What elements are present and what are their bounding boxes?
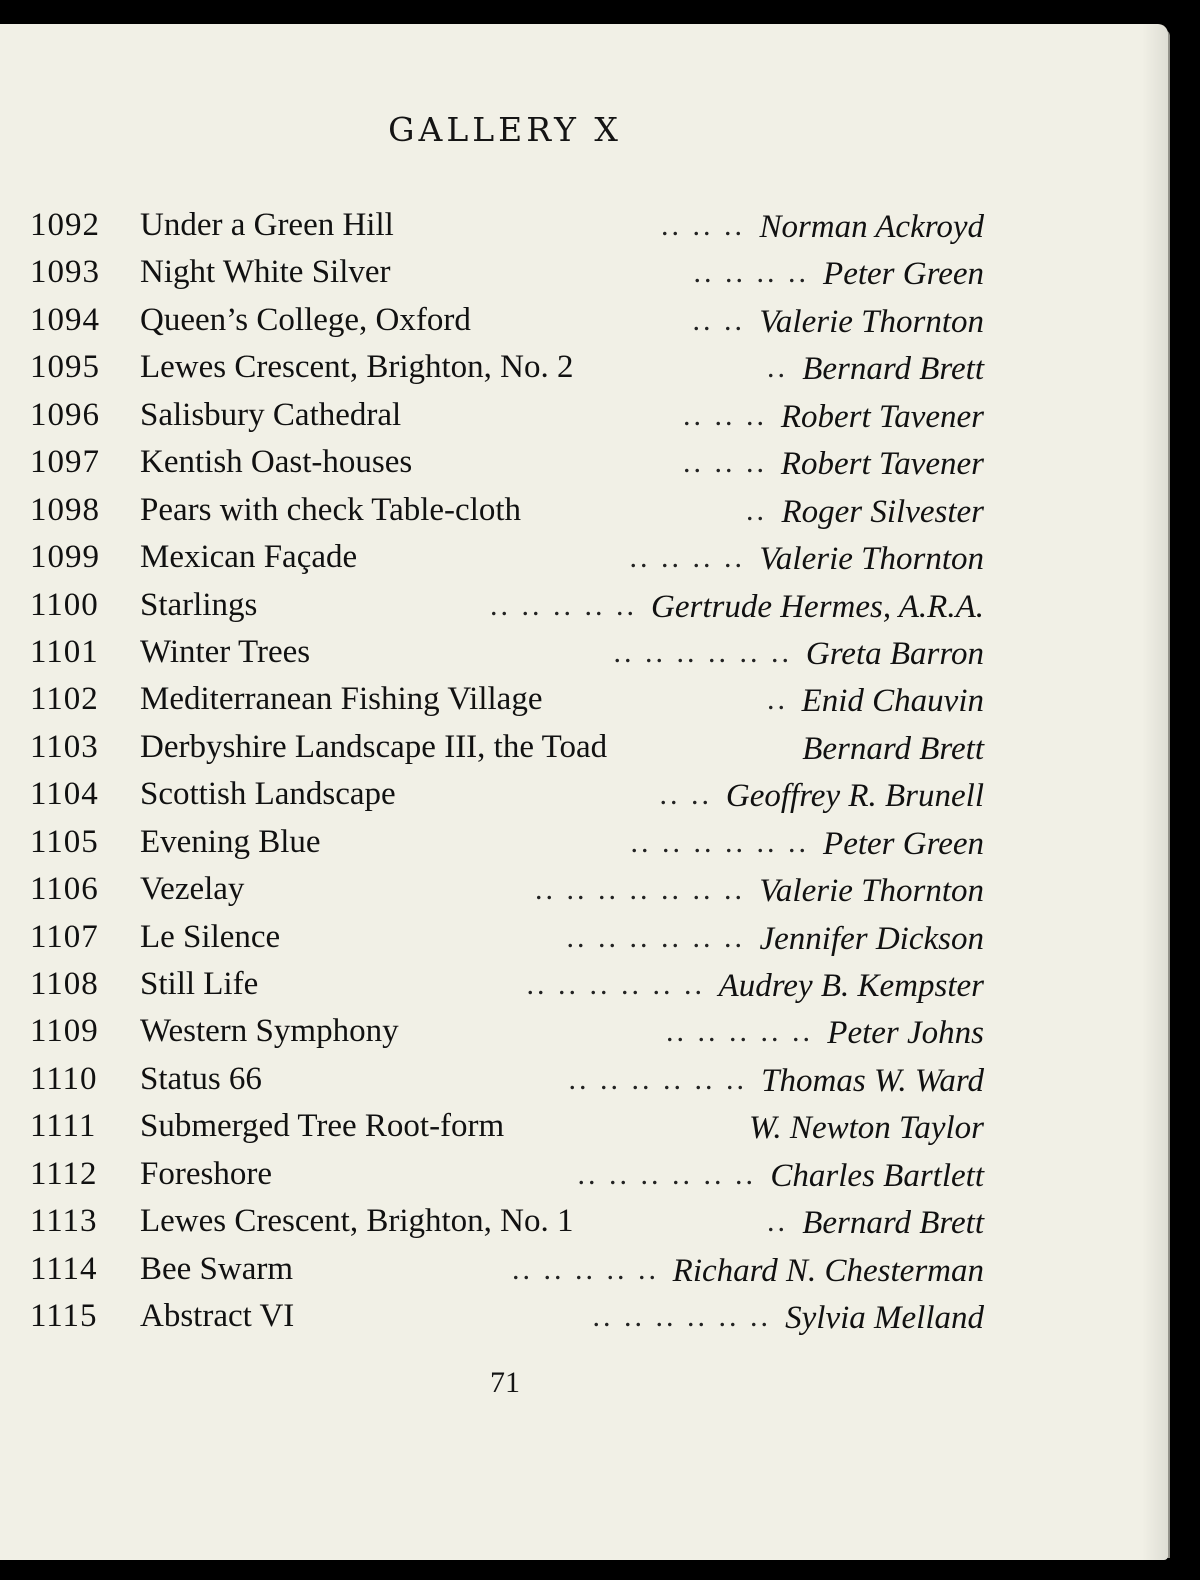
gallery-heading: GALLERY X bbox=[388, 110, 622, 149]
dot-leader: .. .. .. .. .. .. bbox=[566, 920, 745, 954]
catalogue-entry bbox=[30, 1057, 984, 1104]
catalogue-entry bbox=[30, 583, 984, 630]
entry-title: Winter Trees bbox=[140, 633, 311, 670]
entry-artist: W. Newton Taylor bbox=[741, 1110, 984, 1147]
catalogue-entry bbox=[30, 298, 984, 345]
catalogue-entry bbox=[30, 535, 984, 582]
entry-artist: Bernard Brett bbox=[794, 1205, 984, 1242]
entry-artist: Robert Tavener bbox=[773, 399, 984, 436]
catalogue-entry bbox=[30, 1009, 984, 1056]
dot-leader: .. .. bbox=[692, 303, 745, 337]
entry-artist: Peter Green bbox=[815, 256, 984, 293]
entry-artist: Peter Green bbox=[815, 826, 984, 863]
entry-title: Mediterranean Fishing Village bbox=[140, 681, 543, 718]
catalogue-entry bbox=[30, 345, 984, 392]
entry-number: 1100 bbox=[30, 586, 99, 623]
entry-number: 1093 bbox=[30, 254, 100, 291]
entry-title: Derbyshire Landscape III, the Toad bbox=[140, 728, 608, 765]
entry-title: Night White Silver bbox=[140, 254, 391, 291]
entry-title: Starlings bbox=[140, 586, 258, 623]
entry-title: Lewes Crescent, Brighton, No. 1 bbox=[140, 1203, 574, 1240]
entry-title: Abstract VI bbox=[140, 1298, 295, 1335]
entry-artist: Bernard Brett bbox=[794, 731, 984, 768]
entry-artist: Richard N. Chesterman bbox=[665, 1253, 984, 1290]
entry-number: 1111 bbox=[30, 1108, 97, 1145]
catalogue-entry bbox=[30, 250, 984, 297]
entry-artist: Norman Ackroyd bbox=[751, 209, 984, 246]
dot-leader: .. .. .. .. .. .. bbox=[630, 825, 809, 859]
entry-title: Status 66 bbox=[140, 1060, 262, 1097]
catalogue-entries bbox=[30, 203, 984, 1342]
entry-number: 1107 bbox=[30, 918, 99, 955]
entry-number: 1094 bbox=[30, 301, 100, 338]
entry-title: Still Life bbox=[140, 966, 259, 1002]
dot-leader: .. .. .. .. bbox=[629, 541, 745, 575]
entry-number: 1104 bbox=[30, 776, 99, 813]
dot-leader: .. .. .. bbox=[683, 446, 767, 480]
entry-artist: Enid Chauvin bbox=[794, 683, 984, 720]
dot-leader: .. .. .. .. bbox=[693, 256, 809, 290]
entry-title: Queen’s College, Oxford bbox=[140, 301, 471, 338]
entry-number: 1106 bbox=[30, 871, 99, 908]
dot-leader: .. .. .. bbox=[683, 398, 767, 432]
entry-artist: Bernard Brett bbox=[794, 351, 984, 388]
dot-leader: .. .. .. .. .. .. bbox=[613, 635, 792, 669]
dot-leader: .. bbox=[767, 351, 788, 385]
catalogue-entry bbox=[30, 725, 984, 772]
entry-title: Salisbury Cathedral bbox=[140, 396, 402, 433]
entry-title: Under a Green Hill bbox=[140, 207, 394, 243]
entry-title: Lewes Crescent, Brighton, No. 2 bbox=[140, 349, 574, 386]
catalogue-entry bbox=[30, 772, 984, 819]
entry-title: Pears with check Table-cloth bbox=[140, 491, 522, 528]
entry-number: 1113 bbox=[30, 1203, 98, 1240]
catalogue-entry bbox=[30, 393, 984, 440]
entry-number: 1103 bbox=[30, 728, 99, 765]
entry-artist: Audrey B. Kempster bbox=[711, 968, 984, 1005]
entry-number: 1098 bbox=[30, 491, 100, 528]
entry-artist: Valerie Thornton bbox=[751, 873, 984, 910]
entry-artist: Charles Bartlett bbox=[762, 1158, 984, 1195]
dot-leader: .. .. bbox=[659, 778, 712, 812]
catalogue-entry bbox=[30, 915, 984, 962]
dot-leader: .. .. .. .. .. .. bbox=[526, 968, 705, 1001]
page-number: 71 bbox=[490, 1366, 520, 1399]
entry-artist: Jennifer Dickson bbox=[751, 921, 984, 958]
entry-title: Kentish Oast-houses bbox=[140, 444, 413, 481]
entry-artist: Geoffrey R. Brunell bbox=[718, 778, 984, 815]
entry-number: 1110 bbox=[30, 1060, 98, 1097]
entry-artist: Thomas W. Ward bbox=[753, 1063, 984, 1100]
catalogue-entry bbox=[30, 677, 984, 724]
entry-artist: Robert Tavener bbox=[773, 446, 984, 483]
dot-leader: .. .. .. .. .. bbox=[666, 1015, 813, 1049]
entry-title: Vezelay bbox=[140, 871, 245, 908]
entry-title: Foreshore bbox=[140, 1155, 272, 1192]
entry-title: Le Silence bbox=[140, 918, 281, 955]
dot-leader: .. .. .. .. .. .. bbox=[568, 1062, 747, 1096]
entry-number: 1099 bbox=[30, 539, 100, 576]
entry-number: 1101 bbox=[30, 633, 99, 670]
catalogue-page bbox=[0, 24, 1168, 1560]
catalogue-entry bbox=[30, 630, 984, 677]
entry-title: Submerged Tree Root-form bbox=[140, 1108, 505, 1145]
entry-number: 1109 bbox=[30, 1013, 99, 1050]
entry-artist: Greta Barron bbox=[798, 636, 984, 673]
catalogue-entry bbox=[30, 1247, 984, 1294]
entry-number: 1112 bbox=[30, 1155, 98, 1192]
catalogue-entry bbox=[30, 1199, 984, 1246]
entry-artist: Valerie Thornton bbox=[751, 304, 984, 341]
entry-number: 1096 bbox=[30, 396, 100, 433]
catalogue-entry bbox=[30, 488, 984, 535]
catalogue-entry bbox=[30, 867, 984, 914]
dot-leader: .. .. .. .. .. bbox=[512, 1252, 659, 1286]
catalogue-entry bbox=[30, 440, 984, 487]
entry-title: Evening Blue bbox=[140, 823, 321, 860]
entry-artist: Gertrude Hermes, A.R.A. bbox=[643, 589, 984, 626]
entry-number: 1114 bbox=[30, 1250, 98, 1287]
catalogue-entry bbox=[30, 203, 984, 250]
entry-artist: Peter Johns bbox=[819, 1015, 984, 1052]
entry-number: 1105 bbox=[30, 823, 99, 860]
entry-title: Mexican Façade bbox=[140, 539, 358, 576]
entry-artist: Sylvia Melland bbox=[777, 1300, 984, 1337]
catalogue-entry bbox=[30, 1294, 984, 1341]
dot-leader: .. bbox=[746, 493, 767, 527]
dot-leader: .. bbox=[767, 683, 788, 717]
dot-leader: .. .. .. .. .. .. .. bbox=[535, 873, 745, 907]
entry-title: Bee Swarm bbox=[140, 1250, 294, 1287]
entry-number: 1092 bbox=[30, 207, 100, 243]
dot-leader: .. .. .. .. .. bbox=[490, 588, 637, 622]
entry-artist: Valerie Thornton bbox=[751, 541, 984, 578]
entry-number: 1102 bbox=[30, 681, 99, 718]
entry-title: Western Symphony bbox=[140, 1013, 399, 1050]
entry-artist: Roger Silvester bbox=[773, 494, 984, 531]
dot-leader: .. bbox=[767, 1205, 788, 1239]
catalogue-entry bbox=[30, 820, 984, 867]
page-shadow bbox=[1142, 24, 1168, 1560]
dot-leader: .. .. .. .. .. .. bbox=[592, 1300, 771, 1334]
entry-number: 1115 bbox=[30, 1298, 98, 1335]
entry-number: 1095 bbox=[30, 349, 100, 386]
entry-number: 1097 bbox=[30, 444, 100, 481]
dot-leader: .. .. .. .. .. .. bbox=[577, 1157, 756, 1191]
catalogue-entry bbox=[30, 962, 984, 1009]
catalogue-entry bbox=[30, 1104, 984, 1151]
dot-leader: .. .. .. bbox=[661, 209, 745, 242]
entry-number: 1108 bbox=[30, 966, 99, 1002]
entry-title: Scottish Landscape bbox=[140, 776, 396, 813]
catalogue-entry bbox=[30, 1152, 984, 1199]
